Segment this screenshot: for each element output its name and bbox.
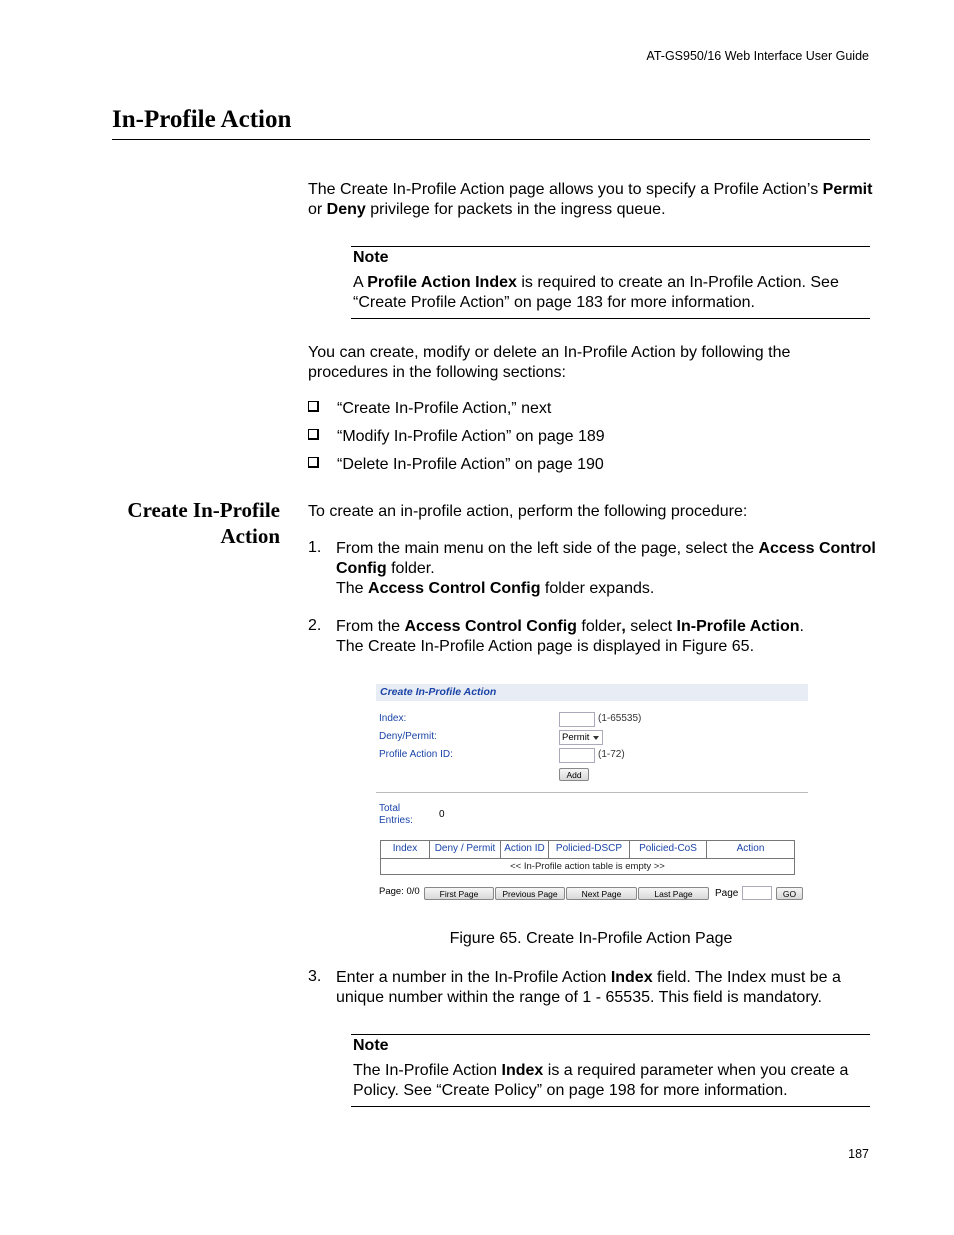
subsection-title: Create In-Profile Action	[127, 498, 280, 548]
profile-action-id-label: Profile Action ID:	[379, 749, 453, 760]
permit-term: Permit	[822, 181, 873, 198]
page-indicator: Page: 0/0	[379, 886, 420, 897]
note-body: The In-Profile Action Index is a required parameter when you create a Policy. See “Create Policy” on page 198 for more information.	[353, 1062, 849, 1099]
page-number-input[interactable]	[742, 886, 772, 900]
chevron-down-icon	[593, 736, 599, 740]
column-header[interactable]: Action ID	[501, 841, 549, 858]
note-top-rule	[351, 1034, 870, 1035]
section-title: In-Profile Action	[112, 106, 292, 133]
step-number: 3.	[308, 968, 322, 985]
note-bottom-rule	[351, 318, 870, 319]
index-input[interactable]	[559, 712, 595, 727]
go-button[interactable]: GO	[776, 887, 803, 900]
deny-term: Deny	[326, 201, 366, 218]
note-body: A Profile Action Index is required to create an In-Profile Action. See “Create Profile Action” on page 183 for more information.	[353, 274, 839, 311]
column-header[interactable]: Index	[381, 841, 430, 858]
step-2: From the Access Control Config folder, select In-Profile Action. The Create In-Profile Action page is displayed in Figure 65.	[336, 618, 804, 655]
index-range: (1-65535)	[598, 713, 642, 724]
list-item: “Delete In-Profile Action” on page 190	[308, 456, 604, 474]
note-bottom-rule	[351, 1106, 870, 1107]
column-header[interactable]: Action	[736, 843, 765, 854]
next-page-button[interactable]: Next Page	[566, 887, 637, 900]
figure-divider	[376, 792, 808, 793]
figure-create-in-profile-action	[376, 684, 810, 904]
step-number: 1.	[308, 539, 322, 556]
empty-table-message: << In-Profile action table is empty >>	[510, 861, 665, 872]
note-title: Note	[353, 1037, 389, 1054]
page-number: 187	[848, 1147, 869, 1161]
deny-permit-label: Deny/Permit:	[379, 731, 437, 742]
index-label: Index:	[379, 713, 407, 724]
last-page-button[interactable]: Last Page	[638, 887, 709, 900]
step-3: Enter a number in the In-Profile Action Index field. The Index must be a unique number within the range of 1 - 65535. This field is mandatory.	[336, 969, 841, 1006]
procedure-intro: To create an in-profile action, perform the following procedure:	[308, 503, 748, 520]
deny-permit-select[interactable]: Permit	[559, 730, 603, 745]
column-header[interactable]: Deny / Permit	[430, 841, 501, 858]
table-header-row	[381, 841, 794, 859]
section-title-rule	[112, 139, 870, 140]
step-1: From the main menu on the left side of the page, select the Access Control Config folder. The Access Control Config folder expands.	[336, 540, 876, 597]
checkbox-bullet-icon	[308, 457, 319, 468]
profile-action-id-input[interactable]	[559, 748, 595, 763]
note-title: Note	[353, 249, 389, 266]
first-page-button[interactable]: First Page	[424, 887, 494, 900]
running-header: AT-GS950/16 Web Interface User Guide	[646, 49, 869, 63]
intro-paragraph: The Create In-Profile Action page allows you to specify a Profile Action’s Permit or Deny privilege for packets in the ingress queue.	[308, 181, 873, 218]
note-top-rule	[351, 246, 870, 247]
in-profile-action-table	[380, 840, 795, 875]
checkbox-bullet-icon	[308, 429, 319, 440]
list-item: “Modify In-Profile Action” on page 189	[308, 428, 605, 446]
figure-page-title: Create In-Profile Action	[376, 684, 808, 701]
previous-page-button[interactable]: Previous Page	[495, 887, 565, 900]
figure-caption: Figure 65. Create In-Profile Action Page	[449, 930, 733, 947]
profile-action-id-range: (1-72)	[598, 749, 625, 760]
column-header[interactable]: Policied-CoS	[630, 841, 707, 858]
procedures-intro: You can create, modify or delete an In-Profile Action by following the procedures in the following sections:	[308, 344, 791, 381]
column-header[interactable]: Policied-DSCP	[549, 841, 630, 858]
total-entries-value: 0	[439, 809, 445, 820]
page-input-label: Page	[715, 888, 739, 899]
list-item: “Create In-Profile Action,” next	[308, 400, 551, 418]
total-entries-label: Total Entries:	[379, 803, 413, 826]
add-button[interactable]: Add	[559, 768, 589, 781]
step-number: 2.	[308, 617, 322, 634]
checkbox-bullet-icon	[308, 401, 319, 412]
